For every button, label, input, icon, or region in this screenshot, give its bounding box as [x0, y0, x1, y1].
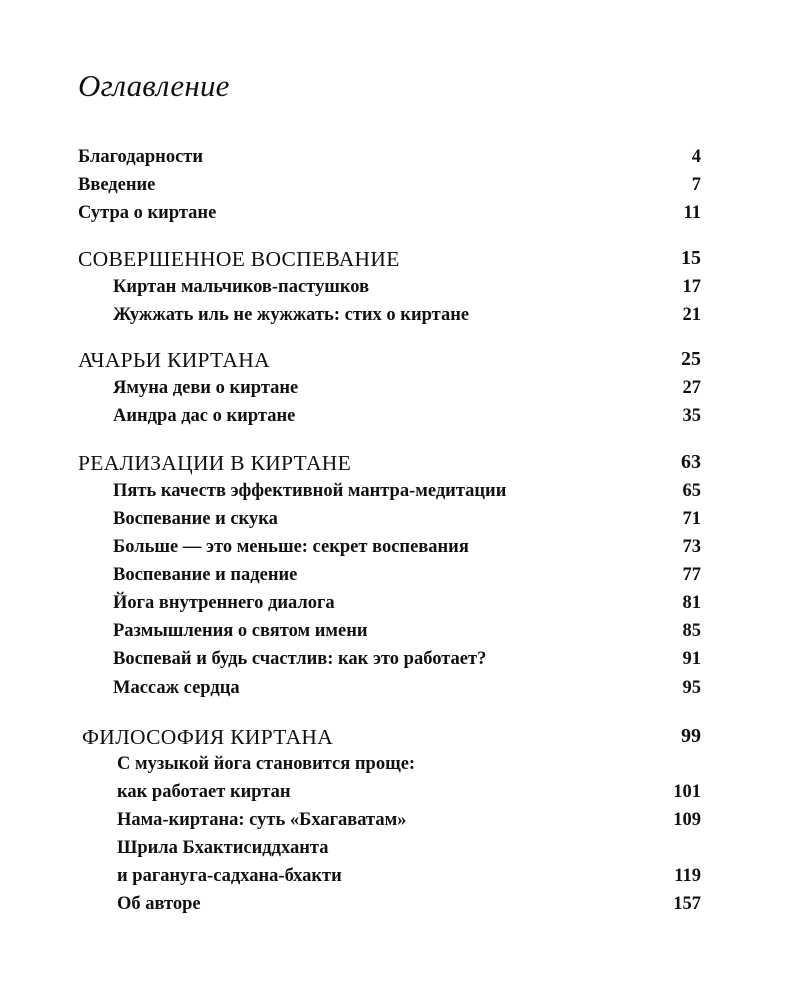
toc-part-heading [0, 247, 792, 273]
toc-entry-label: Киртан мальчиков-пастушков [113, 277, 370, 297]
toc-part-title: ФИЛОСОФИЯ КИРТАНА [82, 725, 334, 749]
toc-entry-page: 11 [683, 203, 701, 223]
toc-entry-page: 21 [682, 305, 701, 325]
toc-entry [0, 782, 792, 808]
toc-entry-page: 73 [682, 537, 701, 557]
toc-entry-label-cont: и рагануга-садхана-бхакти [117, 866, 342, 886]
toc-entry-label: Воспевание и скука [113, 509, 278, 529]
toc-entry-page: 101 [673, 782, 701, 802]
toc-entry [0, 203, 792, 229]
toc-entry [0, 378, 792, 404]
toc-entry-page: 27 [682, 378, 701, 398]
toc-entry-label: Шрила Бхактисиддханта [117, 838, 329, 858]
toc-entry [0, 175, 792, 201]
toc-entry-page: 4 [691, 147, 701, 167]
toc-entry [0, 866, 792, 892]
toc-entry-label: Размышления о святом имени [113, 621, 368, 641]
toc-entry [0, 649, 792, 675]
toc-entry-label: Сутра о киртане [78, 203, 217, 223]
toc-entry-label: Йога внутреннего диалога [113, 593, 335, 613]
toc-entry-label: Жужжать иль не жужжать: стих о киртане [113, 305, 470, 325]
toc-entry [0, 838, 792, 864]
toc-entry [0, 621, 792, 647]
toc-entry-page: 65 [682, 481, 701, 501]
toc-part-title: АЧАРЬИ КИРТАНА [78, 348, 270, 372]
toc-part-page: 25 [681, 348, 701, 370]
toc-entry-page: 7 [691, 175, 701, 195]
toc-entry-page: 17 [682, 277, 701, 297]
toc-entry-label: Воспевание и падение [113, 565, 298, 585]
toc-entry-page: 81 [682, 593, 701, 613]
toc-entry [0, 305, 792, 331]
toc-entry-page: 35 [682, 406, 701, 426]
toc-entry-label: Больше — это меньше: секрет воспевания [113, 537, 469, 557]
toc-entry-label: Введение [78, 175, 156, 195]
toc-entry-label-cont: как работает киртан [117, 782, 291, 802]
toc-part-title: РЕАЛИЗАЦИИ В КИРТАНЕ [78, 451, 352, 475]
toc-entry [0, 678, 792, 704]
toc-entry-label: Пять качеств эффективной мантра-медитации [113, 481, 507, 501]
toc-entry-label: Аиндра дас о киртане [113, 406, 296, 426]
toc-part-title: СОВЕРШЕННОЕ ВОСПЕВАНИЕ [78, 247, 400, 271]
toc-entry [0, 537, 792, 563]
toc-entry [0, 406, 792, 432]
toc-part-page: 15 [681, 247, 701, 269]
toc-entry-page: 119 [674, 866, 701, 886]
page-title: Оглавление [78, 68, 230, 103]
toc-entry-label: Массаж сердца [113, 678, 240, 698]
toc-part-heading [0, 725, 792, 751]
toc-entry [0, 810, 792, 836]
toc-part-page: 99 [681, 725, 701, 747]
toc-entry-page: 95 [682, 678, 701, 698]
toc-entry [0, 754, 792, 780]
toc-entry-page: 157 [673, 894, 701, 914]
toc-entry [0, 565, 792, 591]
toc-part-heading [0, 451, 792, 477]
toc-entry-label: С музыкой йога становится проще: [117, 754, 416, 774]
toc-part-heading [0, 348, 792, 374]
toc-entry-page: 77 [682, 565, 701, 585]
toc-entry [0, 509, 792, 535]
toc-entry-page: 91 [682, 649, 701, 669]
toc-entry [0, 894, 792, 920]
toc-entry [0, 481, 792, 507]
toc-entry-label: Об авторе [117, 894, 201, 914]
toc-entry-page: 85 [682, 621, 701, 641]
toc-entry-label: Ямуна деви о киртане [113, 378, 299, 398]
toc-part-page: 63 [681, 451, 701, 473]
toc-entry [0, 147, 792, 173]
toc-entry-page: 71 [682, 509, 701, 529]
toc-entry [0, 277, 792, 303]
toc-entry [0, 593, 792, 619]
toc-entry-label: Благодарности [78, 147, 204, 167]
toc-entry-label: Воспевай и будь счастлив: как это работает? [113, 649, 487, 669]
toc-entry-label: Нама-киртана: суть «Бхагаватам» [117, 810, 407, 830]
toc-entry-page: 109 [673, 810, 701, 830]
